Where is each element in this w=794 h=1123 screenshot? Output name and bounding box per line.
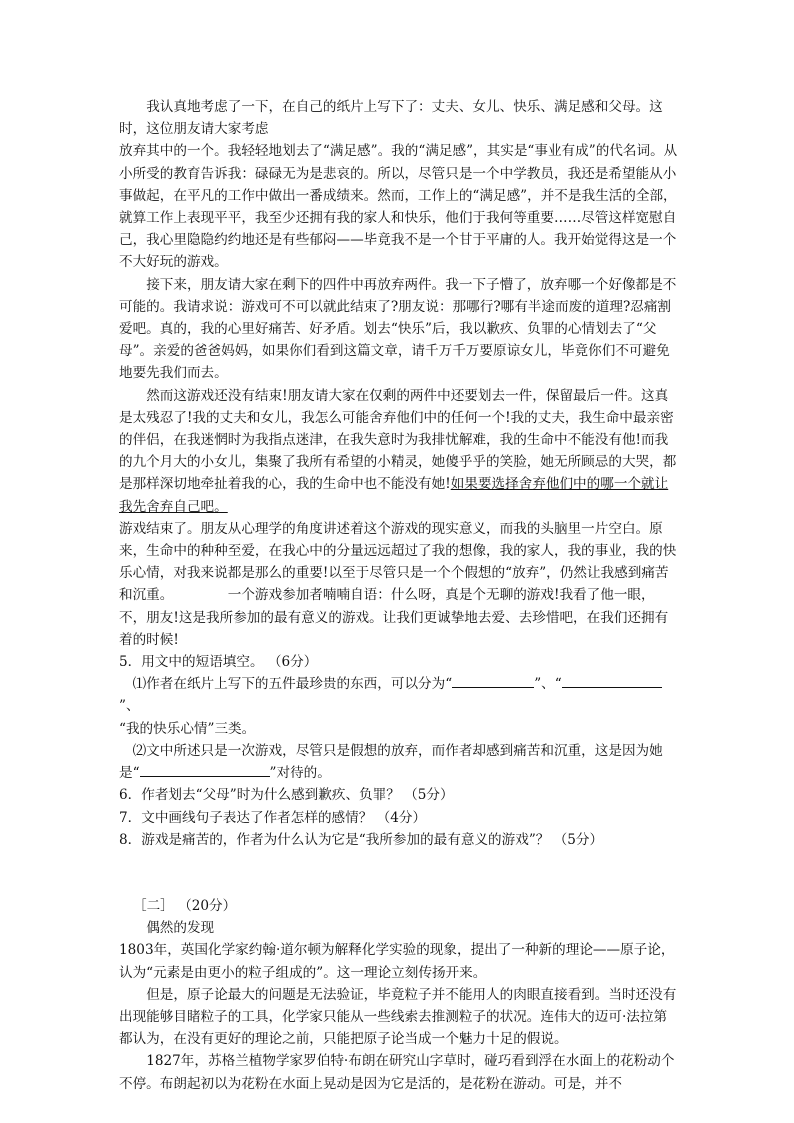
- section-2-paragraph-3: 1827年，苏格兰植物学家罗伯特·布朗在研究山字草时，碰巧看到浮在水面上的花粉动个不停。布朗起初以为花粉在水面上晃动是因为它是活的，是花粉在游动。可是，并不: [119, 1053, 675, 1092]
- section-spacer: [119, 851, 679, 895]
- passage1-paragraph-1a: 我认真地考虑了一下，在自己的纸片上写下了：丈夫、女儿、快乐、满足感和父母。这时，这位朋友请大家考虑: [119, 99, 663, 138]
- passage1-paragraph-1b: 放弃其中的一个。我轻轻地划去了“满足感”。我的“满足感”，其实是“事业有成”的代名词。从小所受的教育告诉我：碌碌无为是悲哀的。所以，尽管只是一个中学教员，我还是希望能从小事做起，在平凡的工作中做出一番成绩来。然而，工作上的“满足感”，并不是我生活的全部，就算工作上表现平平，我至少还拥有我的家人和快乐，他们于我何等重要……尽管这样宽慰自己，我心里隐隐约约地还是有些郁闷——毕竟我不是一个甘于平庸的人。我开始觉得这是一个不大好玩的游戏。: [119, 143, 678, 271]
- passage1-paragraph-4b: 一个游戏参加者喃喃自语：什么呀，真是个无聊的游戏!我看了他一眼，不，朋友!这是我所参加的最有意义的游戏。让我们更诚挚地去爱、去珍惜吧，在我们还拥有着的时候!: [119, 587, 669, 648]
- underlined-sentence: 如果要选择舍弃他们中的哪一个就让我先舍弃自己吧。: [119, 476, 669, 515]
- question-7: 7．文中画线句子表达了作者怎样的感情？ （4分）: [119, 809, 427, 826]
- question-5-1-post: ”、: [119, 698, 140, 715]
- section-2-header: ［二］ （20分）: [133, 897, 237, 914]
- passage1-paragraph-4: [119, 518, 679, 651]
- answer-blank-2[interactable]: [562, 673, 662, 688]
- question-5-1-line2: “我的快乐心情”三类。: [119, 720, 256, 737]
- question-5-2-b: ”对待的。: [269, 765, 331, 782]
- question-5: 5．用文中的短语填空。 （6分）: [119, 654, 318, 671]
- section-2-paragraph-2: 但是，原子论最大的问题是无法验证，毕竟粒子并不能用人的肉眼直接看到。当时还没有出现能够目睹粒子的工具，化学家只能从一些线索去推测粒子的状况。连伟大的迈可·法拉第都认为，在没有更好的理论之前，只能把原子论当成一个魅力十足的假说。: [119, 986, 677, 1048]
- question-8: 8．游戏是痛苦的，作者为什么认为它是“我所参加的最有意义的游戏”？ （5分）: [119, 831, 604, 848]
- question-5-1-mid: ”、“: [534, 676, 562, 693]
- answer-blank-3[interactable]: [140, 762, 270, 777]
- passage1-paragraph-3-text: 然而这游戏还没有结束!朋友请大家在仅剩的两件中还要划去一件，保留最后一件。这真是太残忍了!我的丈夫和女儿，我怎么可能舍弃他们中的任何一个!我的丈夫，我生命中最亲密的伴侣，在我迷惘时为我指点迷津，在我失意时为我排忧解难，我的生命中不能没有他!而我的九个月大的小女儿，集聚了我所有希望的小精灵，她傻乎乎的笑脸，她无所顾忌的大哭，都是那样深切地牵扯着我的心，我的生命中也不能没有她!: [119, 387, 677, 493]
- passage1-paragraph-4a: 游戏结束了。朋友从心理学的角度讲述着这个游戏的现实意义，而我的头脑里一片空白。原来，生命中的种种至爱，在我心中的分量远远超过了我的想像，我的家人，我的事业，我的快乐心情，对我来说都是那么的重要!以至于尽管只是一个个假想的“放弃”，仍然让我感到痛苦和沉重。: [119, 520, 677, 604]
- section-2-paragraph-1: 1803年，英国化学家约翰·道尔顿为解释化学实验的现象，提出了一种新的理论——原子论，认为“元素是由更小的粒子组成的”。这一理论立刻传扬开来。: [119, 942, 675, 981]
- question-5-2: [119, 740, 679, 784]
- question-5-1: [119, 673, 679, 717]
- answer-blank-1[interactable]: [452, 673, 534, 688]
- section-2-title: 偶然的发现: [146, 920, 215, 937]
- question-5-1-pre: ⑴作者在纸片上写下的五件最珍贵的东西，可以分为“: [132, 676, 453, 693]
- passage1-paragraph-2: 接下来，朋友请大家在剩下的四件中再放弃两件。我一下子懵了，放弃哪一个好像都是不可能的。我请求说：游戏可不可以就此结束了?朋友说：那哪行?哪有半途而废的道理?忍痛割爱吧。真的，我的心里好痛苦、好矛盾。划去“快乐”后，我以歉疚、负罪的心情划去了“父母”。亲爱的爸爸妈妈，如果你们看到这篇文章，请千万千万要原谅女儿，毕竟你们不可避免地要先我们而去。: [119, 276, 677, 382]
- passage1-paragraph-3: [119, 385, 679, 518]
- document-page: [119, 96, 679, 1095]
- question-5-2-a: ⑵文中所述只是一次游戏，尽管只是假想的放弃，而作者却感到痛苦和沉重，这是因为她是“: [119, 742, 663, 782]
- question-6: 6．作者划去“父母”时为什么感到歉疚、负罪？ （5分）: [119, 787, 454, 804]
